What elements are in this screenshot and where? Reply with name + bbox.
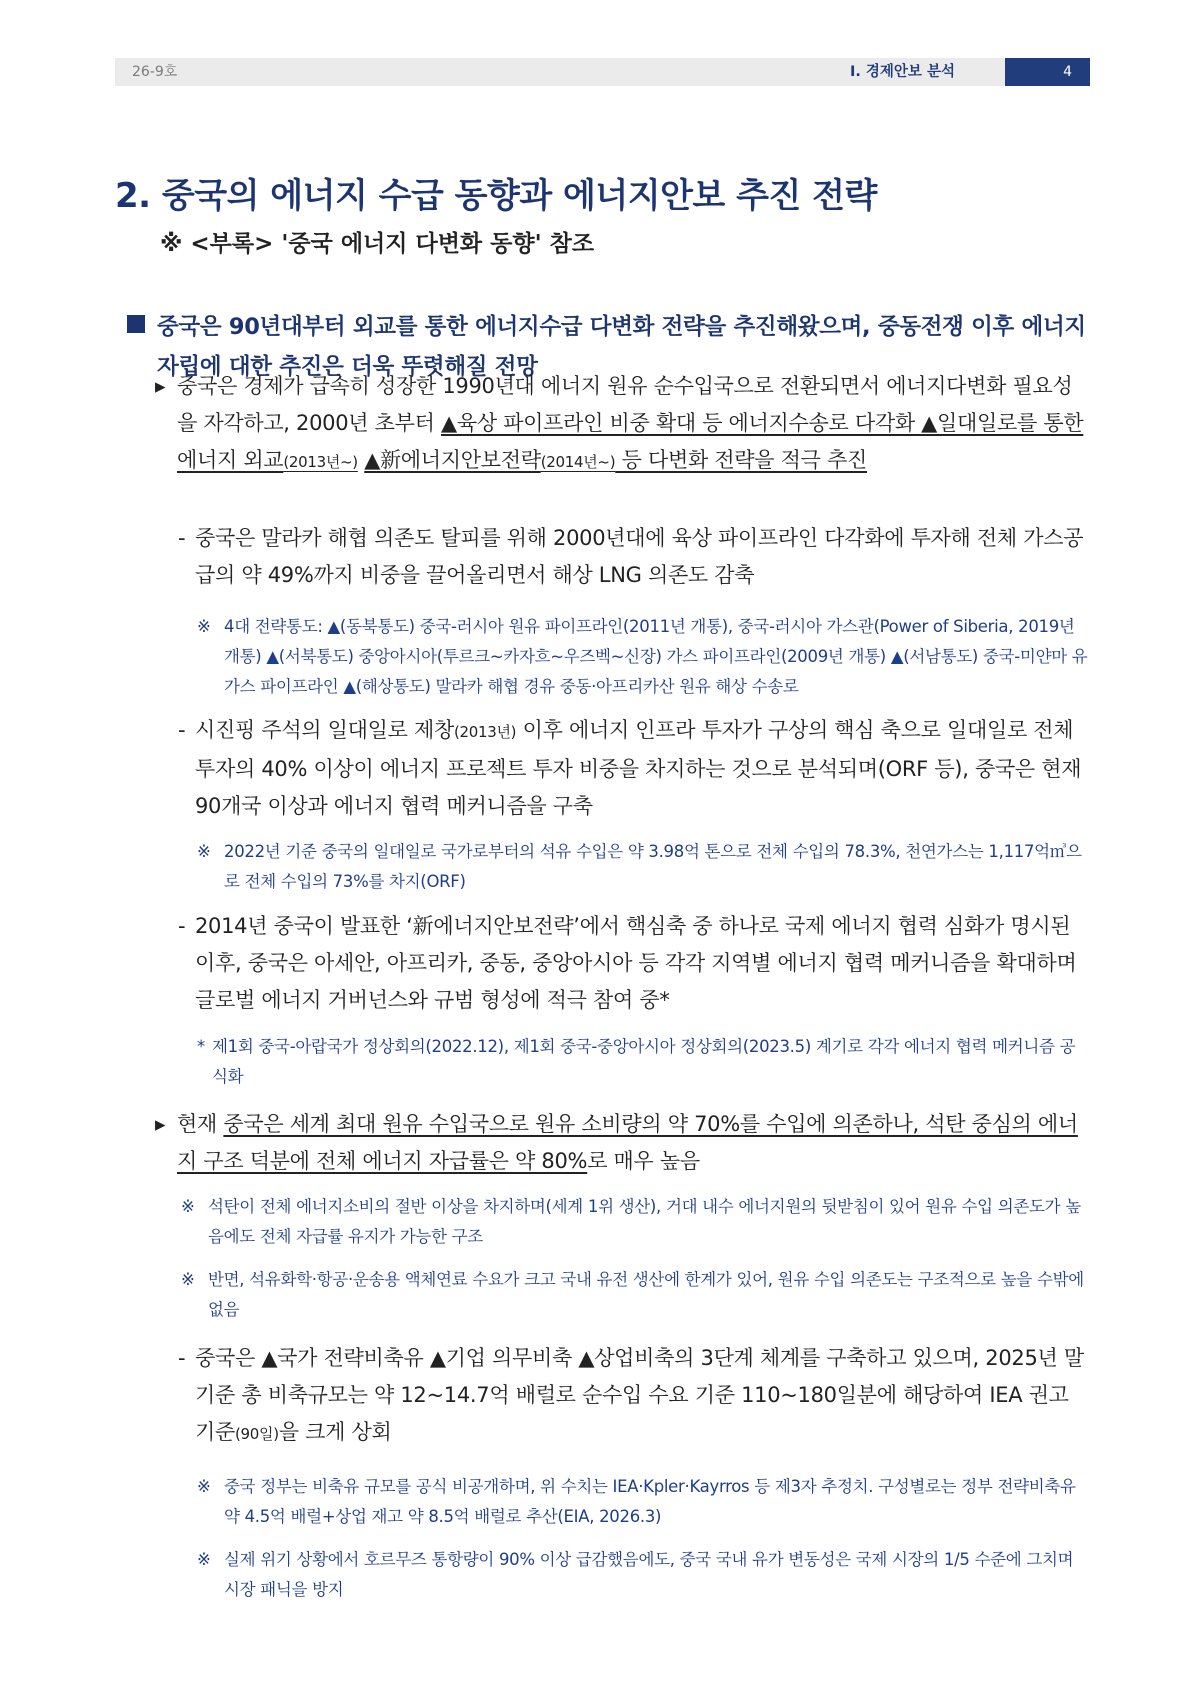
section-label: Ⅰ. 경제안보 분석 [849,64,955,80]
bullet-paragraph: ▸ 중국은 경제가 급속히 성장한 1990년대 에너지 원유 순수입국으로 전환되면서 에너지다변화 필요성을 자각하고, 2000년 초부터 ▲육상 파이프라인 비중 확대 등 에너지수송로 다각화 ▲일대일로를 통한 에너지 외교(2013년~) ▲新에너지안보전략(2014년~) 등 다변화 전략을 적극 추진 [155,368,1090,481]
underlined-text: ▲육상 파이프라인 비중 확대 등 에너지수송로 다각화 ▲일대일로를 통한 에너지 외교 [177,411,1084,472]
reference-note: ※ 석탄이 전체 에너지소비의 절반 이상을 차지하며(세계 1위 생산), 거대 내수 에너지원의 뒷받침이 있어 원유 수입 의존도가 높음에도 전체 자급률 유지가 가능한 구조 [181,1197,1081,1246]
bullet-paragraph: ▸ 현재 중국은 세계 최대 원유 수입국으로 원유 소비량의 약 70%를 수입에 의존하나, 석탄 중심의 에너지 구조 덕분에 전체 에너지 자급률은 약 80%로 매우 높음 [155,1106,1090,1180]
issue-number: 26-9호 [132,64,178,80]
reference-note: ※ 중국 정부는 비축유 규모를 공식 비공개하며, 위 수치는 IEA·Kpler·Kayrros 등 제3자 추정치. 구성별로는 정부 전략비축유 약 4.5억 배럴+상업 재고 약 8.5억 배럴로 추산(EIA, 2026.3) [197,1477,1076,1526]
dash-paragraph: - 중국은 말라카 해협 의존도 탈피를 위해 2000년대에 육상 파이프라인 다각화에 투자해 전체 가스공급의 약 49%까지 비중을 끌어올리면서 해상 LNG 의존도 감축 [178,526,1084,587]
headline-text: 중국은 90년대부터 외교를 통한 에너지수급 다변화 전략을 추진해왔으며, 중동전쟁 이후 에너지 자립에 대한 추진은 더욱 뚜렷해질 전망 [157,314,1086,380]
underlined-text: ▲新에너지안보전략 [364,448,541,472]
footnote: * 제1회 중국-아랍국가 정상회의(2022.12), 제1회 중국-중앙아시아 정상회의(2023.5) 계기로 각각 에너지 협력 메커니즘 공식화 [197,1037,1076,1086]
reference-note: ※ 4대 전략통도: ▲(동북통도) 중국-러시아 원유 파이프라인(2011년 개통), 중국-러시아 가스관(Power of Siberia, 2019년 개통) ▲(서북통도) 중앙아시아(투르크~카자흐~우즈벡~신장) 가스 파이프라인(2009년 개통) ▲(서남통도) 중국-미얀마 유가스 파이프라인 ▲(해상통도) 말라카 해협 경유 중동·아프리카산 원유 해상 수송로 [197,617,1088,696]
dash-paragraph: - 시진핑 주석의 일대일로 제창(2013년) 이후 에너지 인프라 투자가 구상의 핵심 축으로 일대일로 전체 투자의 40% 이상이 에너지 프로젝트 투자 비중을 차지하는 것으로 분석되며(ORF 등), 중국은 현재 90개국 이상과 에너지 협력 메커니즘을 구축 [178,718,1082,818]
square-bullet-icon [127,315,145,333]
appendix-note: ※ <부록> '중국 에너지 다변화 동향' 참조 [160,231,595,257]
dash-paragraph: - 중국은 ▲국가 전략비축유 ▲기업 의무비축 ▲상업비축의 3단계 체계를 구축하고 있으며, 2025년 말 기준 총 비축규모는 약 12~14.7억 배럴로 순수입 수요 기준 110~180일분에 해당하여 IEA 권고 기준(90일)을 크게 상회 [178,1346,1084,1444]
page-number: 4 [1005,58,1090,86]
reference-note: ※ 2022년 기준 중국의 일대일로 국가로부터의 석유 수입은 약 3.98억 톤으로 전체 수입의 78.3%, 천연가스는 1,117억㎥으로 전체 수입의 73%를 차지(ORF) [197,842,1082,891]
triangle-bullet-icon: ▸ [155,1112,166,1136]
triangle-bullet-icon: ▸ [155,374,166,398]
page-header [115,58,1090,86]
underlined-text: 등 다변화 전략을 적극 추진 [615,448,867,472]
reference-note: ※ 반면, 석유화학·항공·운송용 액체연료 수요가 크고 국내 유전 생산에 한계가 있어, 원유 수입 의존도는 구조적으로 높을 수밖에 없음 [181,1270,1084,1319]
dash-paragraph: - 2014년 중국이 발표한 ‘新에너지안보전략’에서 핵심축 중 하나로 국제 에너지 협력 심화가 명시된 이후, 중국은 아세안, 아프리카, 중동, 중앙아시아 등 각각 지역별 에너지 협력 메커니즘을 확대하며 글로벌 에너지 거버넌스와 규범 형성에 적극 참여 중* [178,914,1077,1012]
reference-note: ※ 실제 위기 상황에서 호르무즈 통항량이 90% 이상 급감했음에도, 중국 국내 유가 변동성은 국제 시장의 1/5 수준에 그치며 시장 패닉을 방지 [197,1550,1074,1599]
section-title: 2. 중국의 에너지 수급 동향과 에너지안보 추진 전략 [115,176,877,216]
underlined-text: 중국은 세계 최대 원유 수입국으로 원유 소비량의 약 70%를 수입에 의존하나, 석탄 중심의 에너지 구조 덕분에 전체 에너지 자급률은 약 80% [177,1112,1078,1173]
